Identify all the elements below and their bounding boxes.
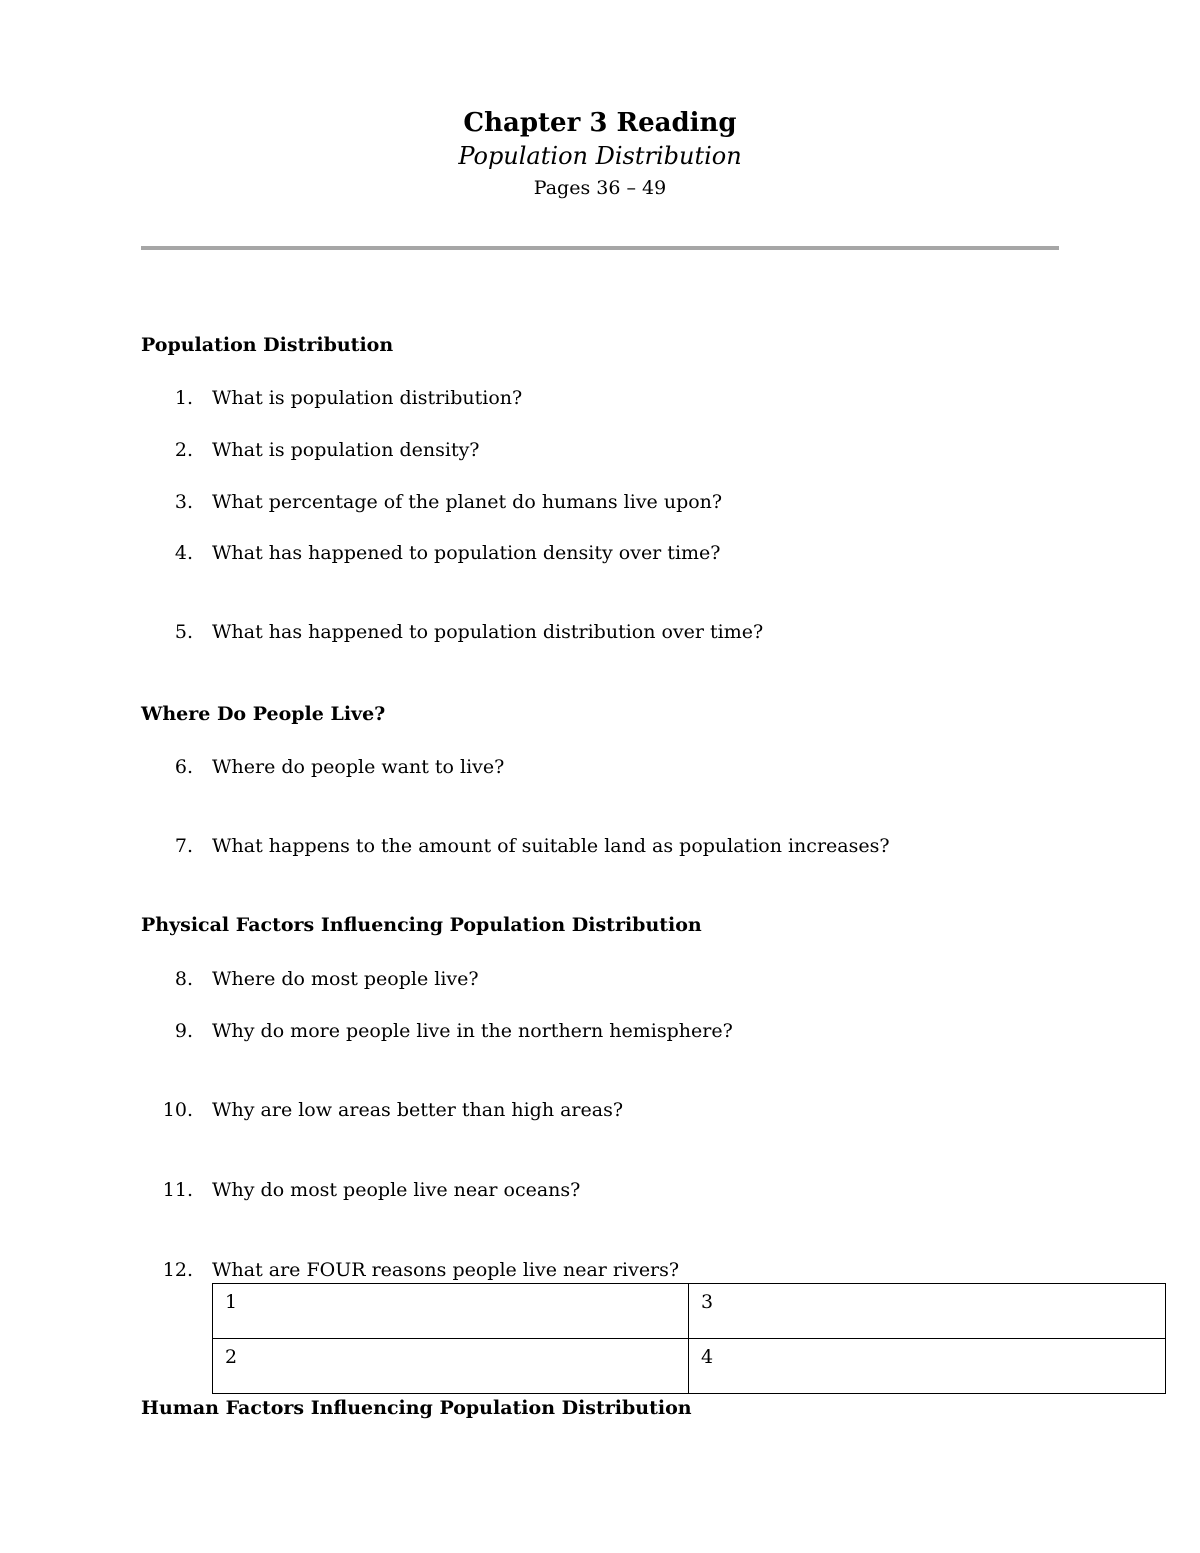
answer-cell[interactable]: 2 — [213, 1339, 689, 1394]
answer-cell[interactable]: 1 — [213, 1284, 689, 1339]
question-number: 12. — [162, 1259, 193, 1281]
question-text: Why are low areas better than high areas? — [212, 1099, 624, 1121]
question-number: 3. — [174, 491, 193, 513]
rivers-reasons-table — [212, 1283, 1166, 1394]
question-text: What is population density? — [212, 439, 480, 461]
question-number: 10. — [162, 1099, 193, 1121]
section-heading: Where Do People Live? — [141, 703, 386, 725]
answer-cell[interactable]: 4 — [689, 1339, 1166, 1394]
question-text: What is population distribution? — [212, 387, 523, 409]
question-number: 2. — [174, 439, 193, 461]
table-row — [213, 1339, 1166, 1394]
question-number: 9. — [174, 1020, 193, 1042]
question-text: What happens to the amount of suitable land as population increases? — [212, 835, 890, 857]
question-text: Why do more people live in the northern hemisphere? — [212, 1020, 733, 1042]
question-text: Where do most people live? — [212, 968, 479, 990]
question-number: 5. — [174, 621, 193, 643]
question-text: Where do people want to live? — [212, 756, 505, 778]
table-row — [213, 1284, 1166, 1339]
question-text: What has happened to population distribution over time? — [212, 621, 764, 643]
answer-cell[interactable]: 3 — [689, 1284, 1166, 1339]
divider-rule — [141, 246, 1059, 250]
question-text: Why do most people live near oceans? — [212, 1179, 581, 1201]
section-heading: Physical Factors Influencing Population Distribution — [141, 914, 702, 936]
question-number: 8. — [174, 968, 193, 990]
page-range: Pages 36 – 49 — [533, 177, 667, 199]
question-text: What percentage of the planet do humans live upon? — [212, 491, 723, 513]
question-number: 7. — [174, 835, 193, 857]
question-text: What are FOUR reasons people live near rivers? — [212, 1259, 680, 1281]
question-number: 1. — [174, 387, 193, 409]
page-title: Chapter 3 Reading — [463, 108, 737, 138]
page-subtitle: Population Distribution — [458, 142, 742, 170]
section-heading: Human Factors Influencing Population Distribution — [141, 1397, 692, 1419]
question-number: 11. — [162, 1179, 193, 1201]
question-number: 4. — [174, 542, 193, 564]
question-number: 6. — [174, 756, 193, 778]
section-heading: Population Distribution — [141, 334, 394, 356]
question-text: What has happened to population density over time? — [212, 542, 721, 564]
